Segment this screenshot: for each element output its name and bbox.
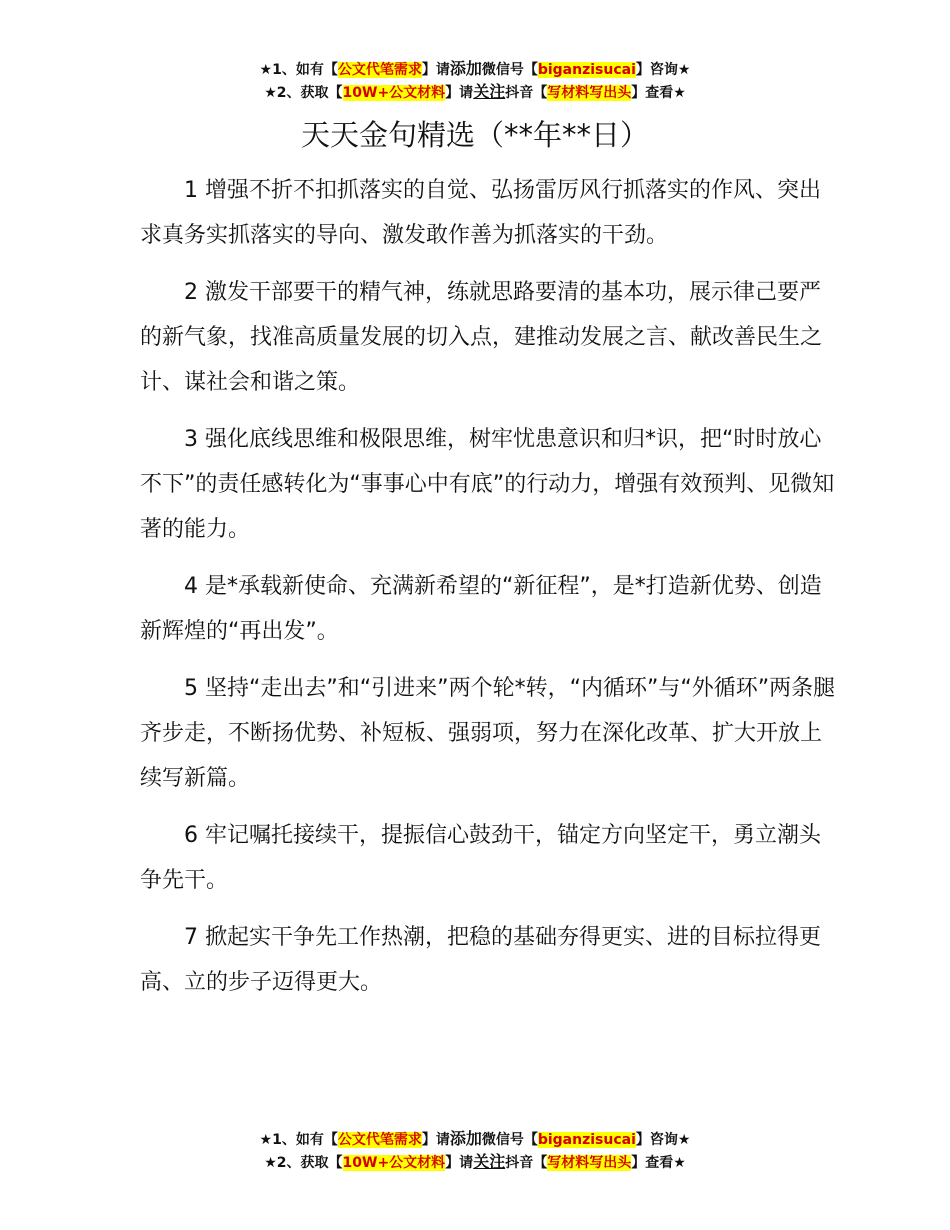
highlight-materials: 10W+公文材料 xyxy=(342,1155,446,1171)
banner-text: 】请 xyxy=(445,1155,474,1171)
highlight-douyin-account: 写材料写出头 xyxy=(547,85,632,101)
highlight-materials: 10W+公文材料 xyxy=(342,85,446,101)
banner-text: 微信号【 xyxy=(481,1132,538,1148)
star-icon: ★ xyxy=(264,1155,277,1171)
highlight-service: 公文代笔需求 xyxy=(337,1132,422,1148)
star-icon: ★ xyxy=(677,1132,691,1148)
banner-text: 抖音【 xyxy=(505,1155,548,1171)
banner-text: 抖音【 xyxy=(505,85,548,101)
star-icon: ★ xyxy=(259,1132,273,1148)
header-banner xyxy=(0,58,950,104)
document-body xyxy=(140,168,836,1017)
banner-text: 】咨询 xyxy=(635,62,678,78)
star-icon: ★ xyxy=(259,62,273,78)
emphasis-add: 添加 xyxy=(449,59,482,78)
paragraph-2: 2 激发干部要干的精气神，练就思路要清的基本功，展示律己要严的新气象，找准高质量发展的切入点，建推动发展之言、献改善民生之计、谋社会和谐之策。 xyxy=(140,280,823,395)
star-icon: ★ xyxy=(264,85,277,101)
emphasis-follow: 关注 xyxy=(473,1152,506,1171)
banner-text: 】查看 xyxy=(631,1155,674,1171)
banner-text: 】请 xyxy=(421,62,450,78)
star-icon: ★ xyxy=(673,85,686,101)
document-title: 天天金句精选（**年**日） xyxy=(300,118,649,152)
banner-text: 】请 xyxy=(445,85,474,101)
highlight-service: 公文代笔需求 xyxy=(337,62,422,78)
footer-banner-line-2 xyxy=(0,1151,950,1174)
highlight-wechat-id: biganzisucai xyxy=(537,62,636,78)
paragraph-1: 1 增强不折不扣抓落实的自觉、弘扬雷厉风行抓落实的作风、突出求真务实抓落实的导向、激发敢作善为抓落实的干劲。 xyxy=(140,178,821,248)
emphasis-follow: 关注 xyxy=(473,82,506,101)
star-icon: ★ xyxy=(673,1155,686,1171)
banner-text: 2、获取【 xyxy=(276,85,343,101)
header-banner-line-2 xyxy=(0,81,950,104)
banner-text: 】请 xyxy=(421,1132,450,1148)
banner-text: 1、如有【 xyxy=(272,62,338,78)
banner-text: 2、获取【 xyxy=(276,1155,343,1171)
paragraph-4: 4 是*承载新使命、充满新希望的“新征程”，是*打造新优势、创造新辉煌的“再出发”。 xyxy=(140,574,822,644)
paragraph-3: 3 强化底线思维和极限思维，树牢忧患意识和归*识，把“时时放心不下”的责任感转化为“事事心中有底”的行动力，增强有效预判、见微知著的能力。 xyxy=(140,427,835,542)
highlight-wechat-id: biganzisucai xyxy=(537,1132,636,1148)
footer-banner-line-1 xyxy=(0,1128,950,1151)
paragraph-7: 7 掀起实干争先工作热潮，把稳的基础夯得更实、进的目标拉得更高、立的步子迈得更大。 xyxy=(140,925,821,995)
banner-text: 1、如有【 xyxy=(272,1132,338,1148)
header-banner-line-1 xyxy=(0,58,950,81)
highlight-douyin-account: 写材料写出头 xyxy=(547,1155,632,1171)
star-icon: ★ xyxy=(677,62,691,78)
banner-text: 微信号【 xyxy=(481,62,538,78)
banner-text: 】咨询 xyxy=(635,1132,678,1148)
footer-banner xyxy=(0,1128,950,1174)
emphasis-add: 添加 xyxy=(449,1129,482,1148)
paragraph-6: 6 牢记嘱托接续干，提振信心鼓劲干，锚定方向坚定干，勇立潮头争先干。 xyxy=(140,823,821,893)
paragraph-5: 5 坚持“走出去”和“引进来”两个轮*转，“内循环”与“外循环”两条腿齐步走，不断扬优势、补短板、强弱项，努力在深化改革、扩大开放上续写新篇。 xyxy=(140,676,836,791)
banner-text: 】查看 xyxy=(631,85,674,101)
